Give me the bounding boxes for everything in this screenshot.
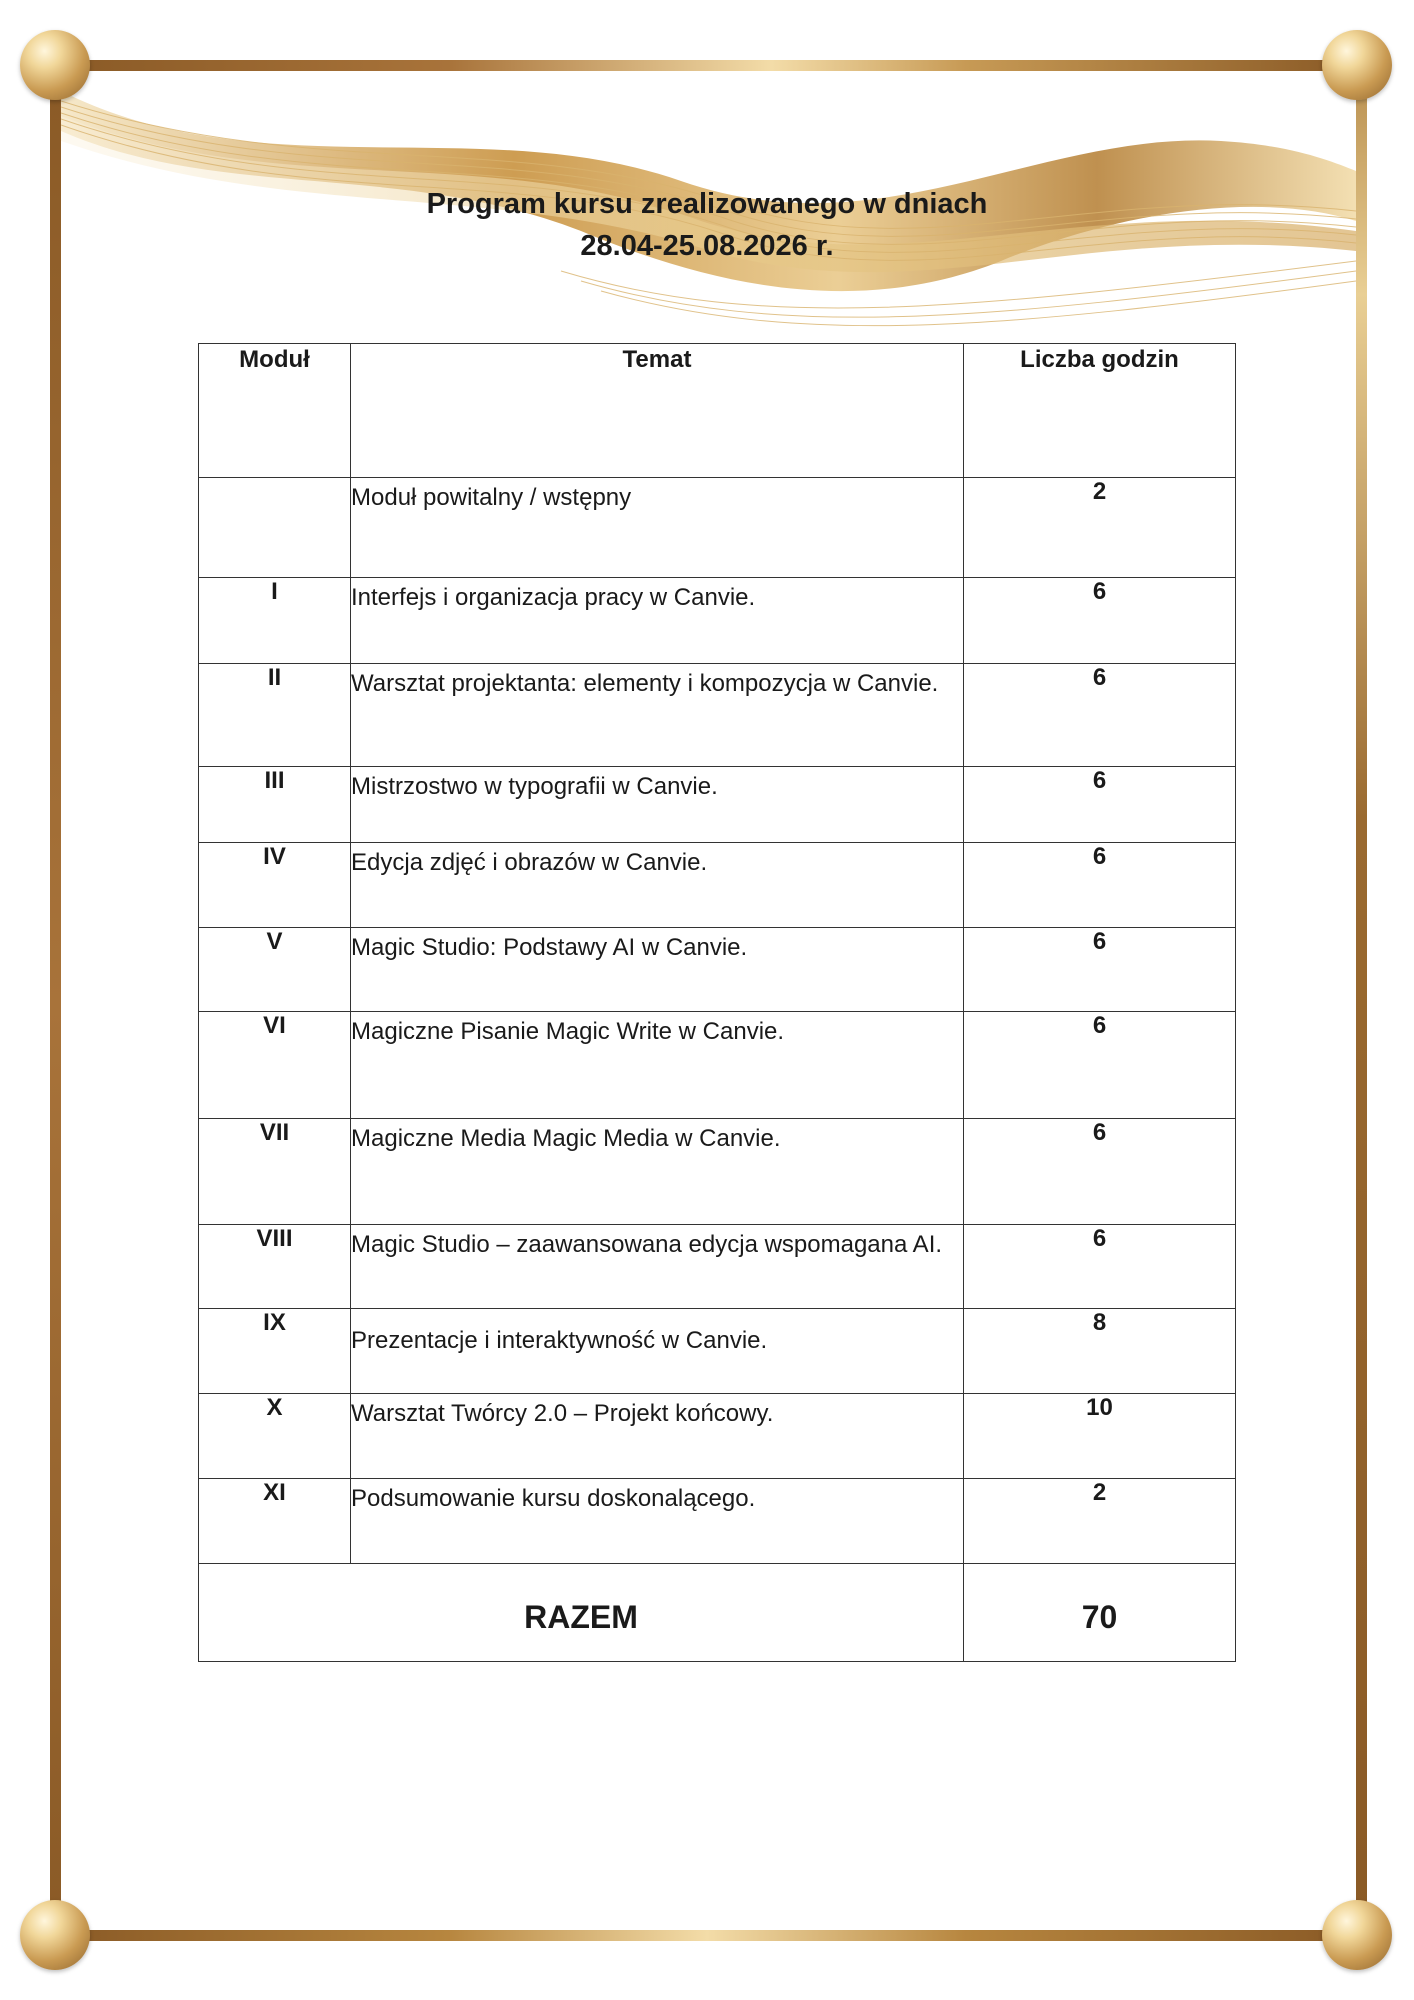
module-cell: V bbox=[199, 928, 351, 1012]
total-row bbox=[199, 1564, 1236, 1662]
module-cell: XI bbox=[199, 1479, 351, 1564]
hours-cell: 6 bbox=[964, 1119, 1236, 1225]
hours-cell: 2 bbox=[964, 478, 1236, 578]
topic-cell: Magic Studio – zaawansowana edycja wspomagana AI. bbox=[351, 1225, 964, 1309]
module-cell: VIII bbox=[199, 1225, 351, 1309]
hours-cell: 6 bbox=[964, 664, 1236, 767]
hours-cell: 6 bbox=[964, 767, 1236, 843]
header-topic: Temat bbox=[351, 344, 964, 478]
corner-ornament-bottom-left bbox=[20, 1900, 90, 1970]
page-title bbox=[0, 183, 1414, 267]
module-cell: VII bbox=[199, 1119, 351, 1225]
total-label: RAZEM bbox=[199, 1564, 964, 1662]
hours-cell: 10 bbox=[964, 1394, 1236, 1479]
table-row bbox=[199, 478, 1236, 578]
table-row bbox=[199, 1012, 1236, 1119]
hours-cell: 2 bbox=[964, 1479, 1236, 1564]
topic-cell: Magiczne Media Magic Media w Canvie. bbox=[351, 1119, 964, 1225]
module-cell bbox=[199, 478, 351, 578]
corner-ornament-bottom-right bbox=[1322, 1900, 1392, 1970]
hours-cell: 6 bbox=[964, 843, 1236, 928]
table-row bbox=[199, 843, 1236, 928]
frame-right-border bbox=[1356, 70, 1367, 1940]
topic-cell: Magiczne Pisanie Magic Write w Canvie. bbox=[351, 1012, 964, 1119]
hours-cell: 6 bbox=[964, 928, 1236, 1012]
topic-cell: Mistrzostwo w typografii w Canvie. bbox=[351, 767, 964, 843]
table-header-row bbox=[199, 344, 1236, 478]
frame-left-border bbox=[50, 70, 61, 1940]
hours-cell: 6 bbox=[964, 578, 1236, 664]
module-cell: VI bbox=[199, 1012, 351, 1119]
table-row bbox=[199, 1225, 1236, 1309]
module-cell: III bbox=[199, 767, 351, 843]
topic-cell: Warsztat Twórcy 2.0 – Projekt końcowy. bbox=[351, 1394, 964, 1479]
header-hours: Liczba godzin bbox=[964, 344, 1236, 478]
topic-cell: Podsumowanie kursu doskonalącego. bbox=[351, 1479, 964, 1564]
hours-cell: 6 bbox=[964, 1012, 1236, 1119]
topic-cell: Edycja zdjęć i obrazów w Canvie. bbox=[351, 843, 964, 928]
hours-cell: 8 bbox=[964, 1309, 1236, 1394]
table-row bbox=[199, 664, 1236, 767]
total-hours: 70 bbox=[964, 1564, 1236, 1662]
module-cell: IX bbox=[199, 1309, 351, 1394]
header-module: Moduł bbox=[199, 344, 351, 478]
table-row bbox=[199, 767, 1236, 843]
course-program-table bbox=[198, 343, 1236, 1662]
topic-cell: Interfejs i organizacja pracy w Canvie. bbox=[351, 578, 964, 664]
module-cell: X bbox=[199, 1394, 351, 1479]
table-row bbox=[199, 1119, 1236, 1225]
topic-cell: Magic Studio: Podstawy AI w Canvie. bbox=[351, 928, 964, 1012]
table-row bbox=[199, 578, 1236, 664]
topic-cell: Warsztat projektanta: elementy i kompozycja w Canvie. bbox=[351, 664, 964, 767]
table-row bbox=[199, 1394, 1236, 1479]
hours-cell: 6 bbox=[964, 1225, 1236, 1309]
corner-ornament-top-left bbox=[20, 30, 90, 100]
frame-bottom-border bbox=[60, 1930, 1354, 1941]
title-line-2: 28.04-25.08.2026 r. bbox=[580, 230, 834, 262]
module-cell: II bbox=[199, 664, 351, 767]
table-row bbox=[199, 928, 1236, 1012]
topic-cell: Moduł powitalny / wstępny bbox=[351, 478, 964, 578]
corner-ornament-top-right bbox=[1322, 30, 1392, 100]
frame-top-border bbox=[60, 60, 1354, 71]
module-cell: I bbox=[199, 578, 351, 664]
title-line-1: Program kursu zrealizowanego w dniach bbox=[426, 188, 988, 220]
table-row bbox=[199, 1479, 1236, 1564]
topic-cell: Prezentacje i interaktywność w Canvie. bbox=[351, 1309, 964, 1394]
table-row bbox=[199, 1309, 1236, 1394]
module-cell: IV bbox=[199, 843, 351, 928]
